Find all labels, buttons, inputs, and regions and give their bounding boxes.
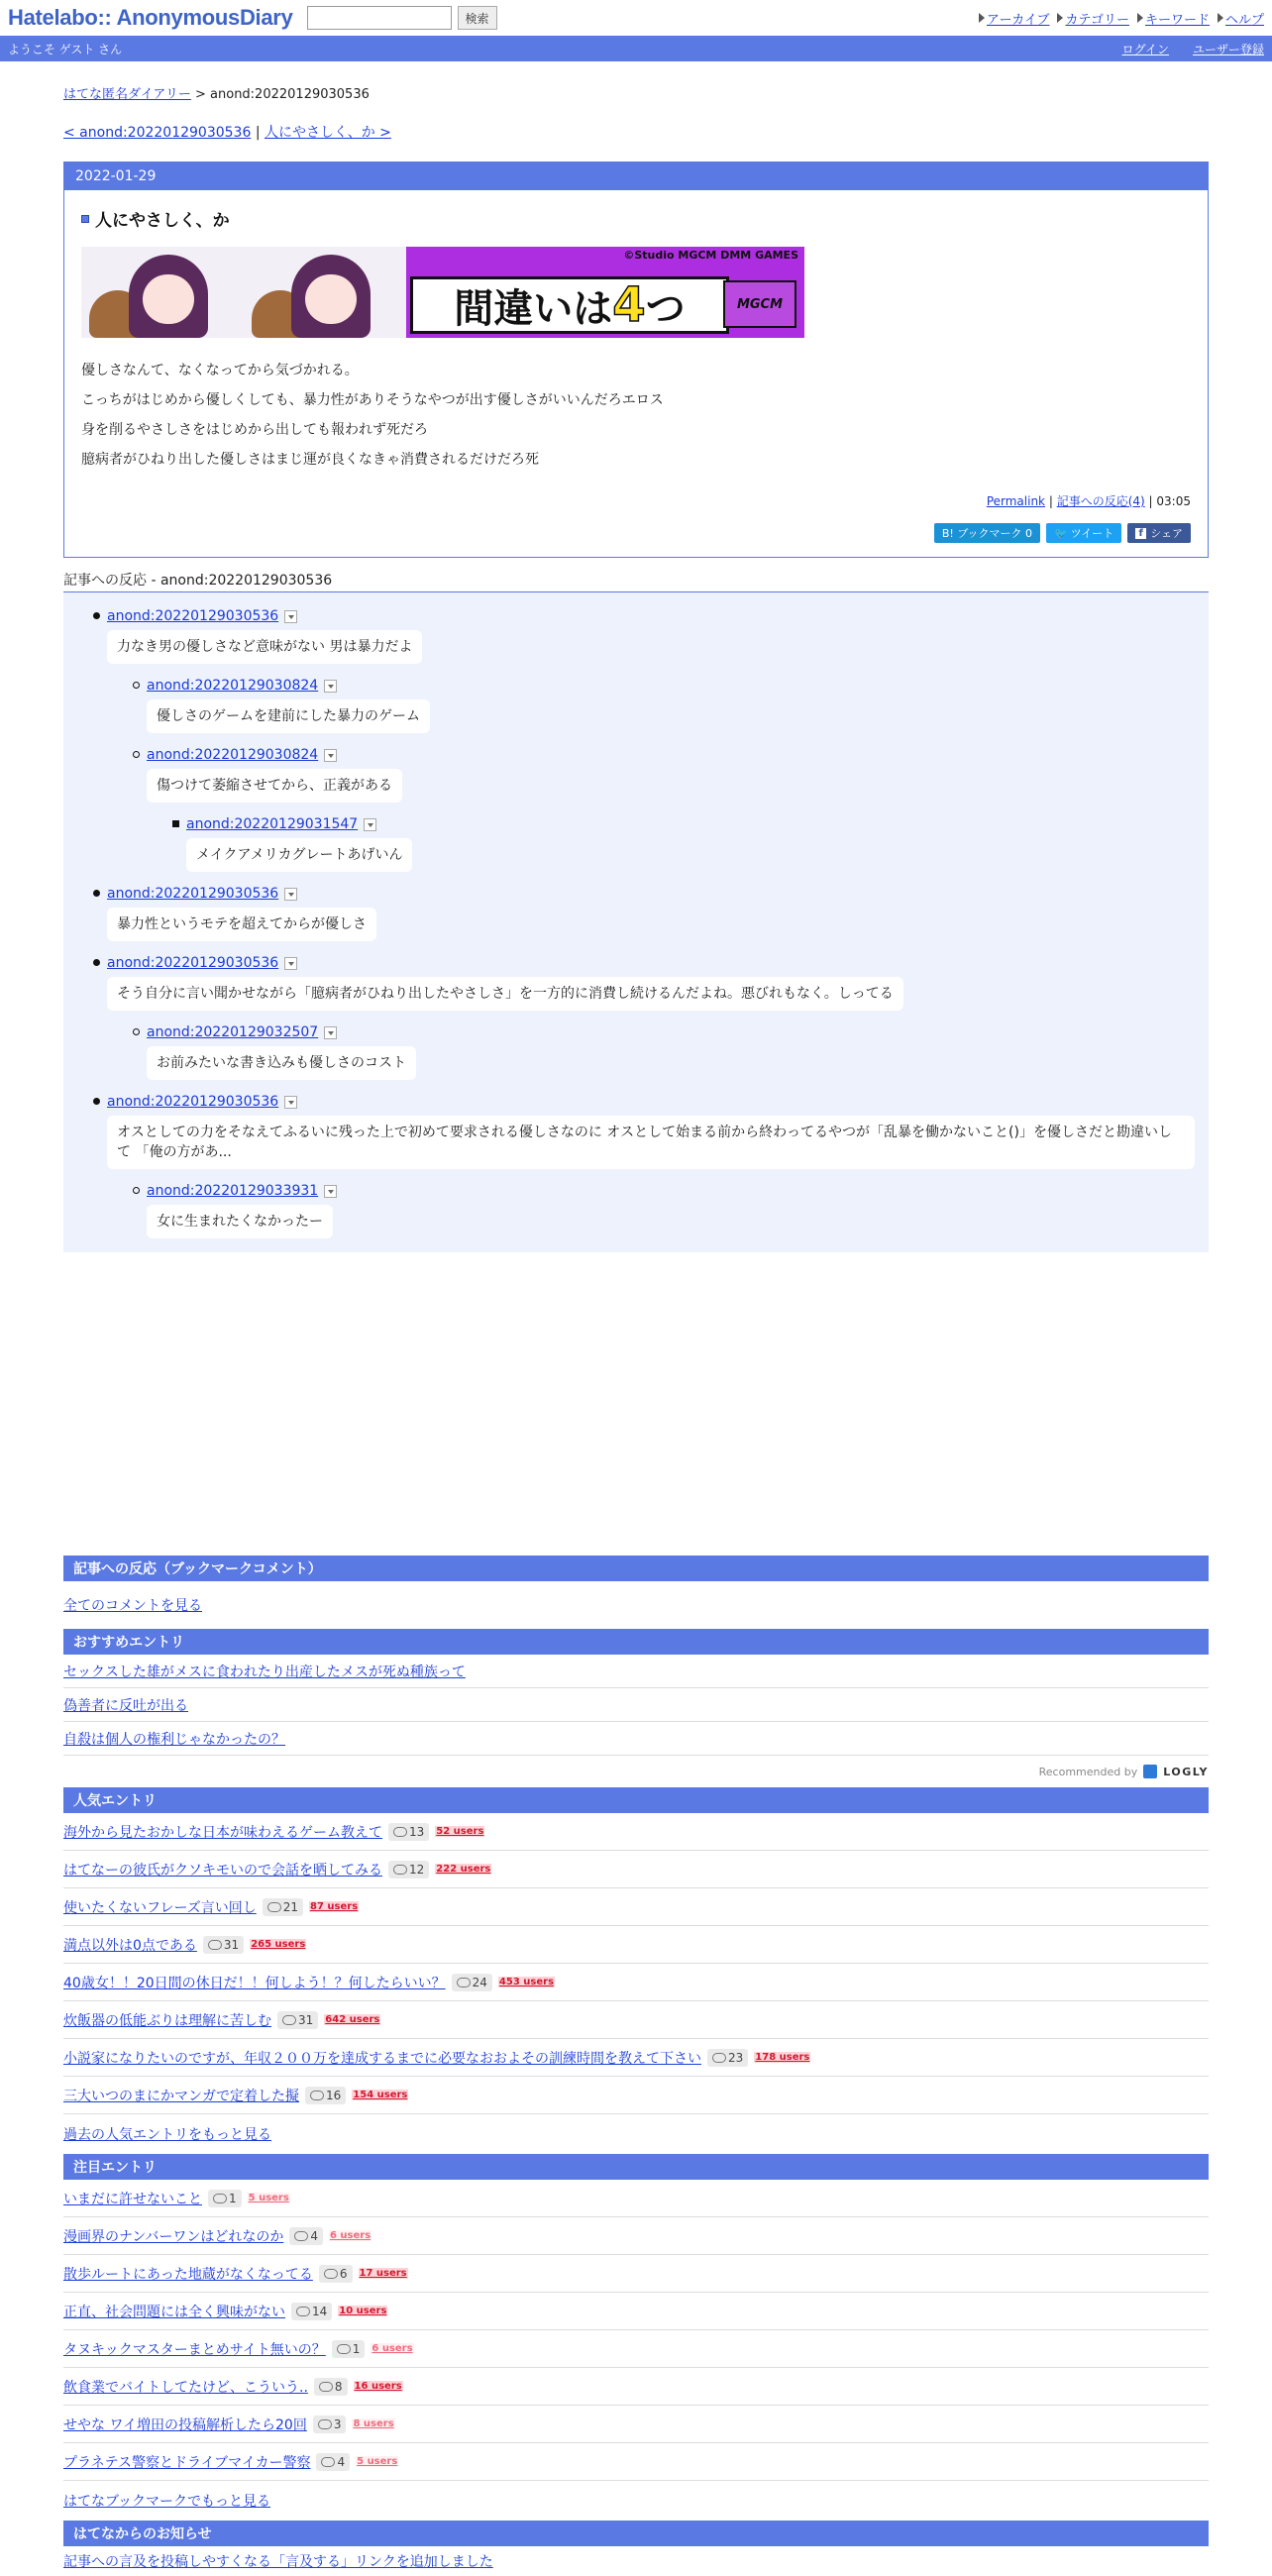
attention-entry-link[interactable]: 飲食業でバイトしてたけど、こういう..	[63, 2379, 308, 2396]
reaction-link[interactable]: anond:20220129032507	[147, 1024, 319, 1040]
reaction-item	[63, 949, 1209, 1019]
attention-entry-link[interactable]: 散歩ルートにあった地蔵がなくなってる	[63, 2266, 313, 2283]
speech-bubble-icon	[296, 2307, 310, 2316]
reaction-item	[63, 880, 1209, 949]
bullet-icon	[172, 820, 179, 827]
popular-entry-link[interactable]: 三大いつのまにかマンガで定着した擬	[63, 2088, 299, 2104]
speech-bubble-icon	[310, 2091, 324, 2100]
arrow-right-icon	[1057, 13, 1063, 23]
bookmark-users-badge[interactable]: 178 users	[755, 2052, 810, 2063]
bookmark-users-badge[interactable]: 5 users	[357, 2456, 398, 2467]
attention-list	[63, 2180, 1209, 2481]
bullet-icon	[93, 959, 100, 966]
bookmark-users-badge[interactable]: 87 users	[310, 1901, 359, 1912]
bullet-icon	[93, 1098, 100, 1105]
breadcrumb: はてな匿名ダイアリー > anond:20220129030536	[63, 87, 370, 102]
speech-bubble-icon	[712, 2053, 726, 2063]
entry-title: 人にやさしく、か	[81, 206, 1191, 231]
attention-entry-link[interactable]: せやな ワイ増田の投稿解析したら20回	[63, 2416, 307, 2433]
reaction-link[interactable]: anond:20220129030536	[107, 1094, 279, 1110]
speech-bubble-icon	[294, 2231, 308, 2241]
notice-link[interactable]: 記事への言及を投稿しやすくなる「言及する」リンクを追加しました	[63, 2554, 493, 2570]
share-buttons	[81, 523, 1191, 543]
recommended-entry	[63, 1722, 1209, 1756]
ad-banner[interactable]	[81, 247, 804, 338]
reactions-tree	[63, 592, 1209, 1252]
popular-entry	[63, 1964, 1209, 2001]
bookmark-users-badge[interactable]: 154 users	[353, 2090, 408, 2100]
speech-bubble-icon	[324, 2269, 338, 2279]
arrow-right-icon	[1218, 13, 1223, 23]
bookmark-users-badge[interactable]: 10 users	[339, 2306, 387, 2316]
recommended-list	[63, 1655, 1209, 1756]
bookmark-users-badge[interactable]: 52 users	[436, 1826, 484, 1837]
logly-logo-icon	[1143, 1765, 1157, 1778]
dropdown-icon[interactable]	[284, 957, 297, 970]
reaction-item	[63, 1019, 1209, 1088]
reaction-item	[63, 810, 1209, 880]
bookmark-users-badge[interactable]: 642 users	[325, 2014, 380, 2025]
popular-entry	[63, 1851, 1209, 1888]
speech-bubble-icon	[267, 1902, 281, 1912]
popular-entry-link[interactable]: 海外から見たおかしな日本が味わえるゲーム教えて	[63, 1824, 382, 1841]
popular-entry-link[interactable]: 小説家になりたいのですが、年収２００万を達成するまでに必要なおおよその訓練時間を教えて下さい	[63, 2050, 701, 2067]
logly-logo[interactable]: LOGLY	[1163, 1765, 1209, 1778]
reactions-link[interactable]: 記事への反応(4)	[1056, 494, 1145, 508]
attention-entry	[63, 2293, 1209, 2330]
bullet-icon	[93, 612, 100, 619]
recommended-entry	[63, 1655, 1209, 1688]
comment-count: 4	[316, 2453, 350, 2471]
nav-archive[interactable]: アーカイブ	[979, 9, 1050, 28]
bullet-icon	[133, 751, 140, 758]
comment-count: 23	[707, 2049, 748, 2067]
popular-entry-link[interactable]: 40歳女！！20日間の休日だ！！何しよう！？何したらいい？	[63, 1975, 446, 1991]
top-nav	[979, 9, 1264, 28]
speech-bubble-icon	[213, 2194, 227, 2203]
reaction-link[interactable]: anond:20220129030824	[147, 747, 319, 763]
facebook-share-button[interactable]: f シェア	[1127, 523, 1191, 543]
reaction-link[interactable]: anond:20220129030824	[147, 678, 319, 694]
banner-character-image	[81, 247, 244, 338]
dropdown-icon[interactable]	[324, 1026, 337, 1039]
speech-bubble-icon	[318, 2419, 332, 2429]
popular-entry-link[interactable]: 満点以外は0点である	[63, 1937, 197, 1954]
dropdown-icon[interactable]	[364, 818, 376, 831]
square-bullet-icon	[81, 215, 89, 223]
comment-count: 13	[388, 1823, 429, 1841]
speech-bubble-icon	[208, 1940, 222, 1950]
reaction-item	[63, 602, 1209, 672]
attention-entry	[63, 2255, 1209, 2293]
reaction-link[interactable]: anond:20220129033931	[147, 1183, 319, 1199]
popular-entry	[63, 1888, 1209, 1926]
search-input[interactable]	[307, 6, 452, 30]
speech-bubble-icon	[393, 1827, 407, 1837]
reaction-snippet: 暴力性というモテを超えてからが優しさ	[107, 908, 376, 941]
reaction-link[interactable]: anond:20220129030536	[107, 955, 279, 971]
main-content	[63, 61, 1209, 2576]
dropdown-icon[interactable]	[324, 1185, 337, 1198]
register-link[interactable]: ユーザー登録	[1192, 42, 1264, 56]
reaction-snippet: そう自分に言い聞かせながら「臆病者がひねり出したやさしさ」を一方的に消費し続けるんだよね。悪びれもなく。しってる	[107, 977, 903, 1011]
popular-more-link[interactable]: 過去の人気エントリをもっと見る	[63, 2127, 271, 2143]
bullet-icon	[133, 682, 140, 689]
reaction-snippet: お前みたいな書き込みも優しさのコスト	[147, 1046, 416, 1080]
attention-entry	[63, 2406, 1209, 2443]
attention-entry-link[interactable]: プラネテス警察とドライブマイカー警察	[63, 2454, 311, 2471]
entry-paragraph: 身を削るやさしさをはじめから出しても報われず死だろ	[81, 422, 428, 438]
nav-category[interactable]: カテゴリー	[1057, 9, 1128, 28]
reaction-item	[63, 741, 1209, 810]
entry-time: 03:05	[1156, 494, 1191, 508]
speech-bubble-icon	[457, 1978, 471, 1987]
arrow-right-icon	[1137, 13, 1143, 23]
banner-character-image	[244, 247, 406, 338]
welcome-bar	[0, 36, 1272, 61]
banner-headline: 間違いは 4 つ	[410, 276, 729, 334]
notices-title: はてなからのお知らせ	[63, 2521, 1209, 2546]
attention-entry-link[interactable]: 漫画界のナンバーワンはどれなのか	[63, 2228, 284, 2245]
popular-entry	[63, 2077, 1209, 2114]
popular-more-row	[63, 2114, 1209, 2154]
attention-entry	[63, 2180, 1209, 2217]
next-entry-link[interactable]: 人にやさしく、か >	[265, 125, 391, 141]
comment-count: 6	[319, 2265, 353, 2283]
dropdown-icon[interactable]	[284, 888, 297, 901]
recommended-entry-link[interactable]: 偽善者に反吐が出る	[63, 1697, 188, 1714]
entry-footer: Permalink | 記事への反応(4) | 03:05	[986, 494, 1191, 508]
bookmark-users-badge[interactable]: 17 users	[359, 2268, 407, 2279]
bookmark-users-badge[interactable]: 6 users	[329, 2230, 371, 2241]
recommended-entry-link[interactable]: 自殺は個人の権利じゃなかったの？	[63, 1731, 285, 1748]
popular-entry	[63, 2039, 1209, 2077]
comment-count: 1	[208, 2190, 242, 2207]
speech-bubble-icon	[337, 2344, 351, 2354]
bookmark-users-badge[interactable]: 5 users	[248, 2193, 289, 2203]
arrow-right-icon	[979, 13, 985, 23]
recommended-title: おすすめエントリ	[63, 1629, 1209, 1655]
attention-entry-link[interactable]: 正直、社会問題には全く興味がない	[63, 2304, 285, 2320]
reaction-snippet: 優しさのゲームを建前にした暴力のゲーム	[147, 699, 430, 733]
attention-entry-link[interactable]: いまだに許せないこと	[63, 2191, 202, 2207]
breadcrumb-current: anond:20220129030536	[210, 87, 370, 102]
reaction-snippet: 力なき男の優しさなど意味がない 男は暴力だよ	[107, 630, 422, 664]
comment-count: 16	[305, 2087, 346, 2104]
reaction-link[interactable]: anond:20220129031547	[186, 816, 359, 832]
entry-date: 2022-01-29	[64, 162, 1208, 190]
diary-entry	[63, 161, 1209, 558]
attention-entry	[63, 2217, 1209, 2255]
comment-count: 1	[332, 2340, 366, 2358]
attention-entry	[63, 2368, 1209, 2406]
attention-entry-link[interactable]: タヌキックマスターまとめサイト無いの？	[63, 2341, 326, 2358]
dropdown-icon[interactable]	[284, 610, 297, 623]
site-header	[0, 0, 1272, 36]
banner-brand: ©Studio MGCM DMM GAMES	[623, 249, 798, 262]
hatena-bookmark-button[interactable]: B! ブックマーク 0	[934, 523, 1040, 543]
reaction-snippet: 傷つけて萎縮させてから、正義がある	[147, 769, 402, 803]
all-comments-link[interactable]: 全てのコメントを見る	[63, 1598, 202, 1614]
dropdown-icon[interactable]	[324, 680, 337, 693]
notice-item	[63, 2546, 1209, 2576]
comment-count: 14	[291, 2303, 332, 2320]
entry-paragraph: 優しさなんて、なくなってから気づかれる。	[81, 363, 359, 378]
bookmark-comments-title: 記事への反応（ブックマークコメント）	[63, 1556, 1209, 1581]
attention-more-row	[63, 2481, 1209, 2521]
recommended-entry	[63, 1688, 1209, 1722]
comment-count: 24	[452, 1974, 492, 1991]
popular-entry	[63, 2001, 1209, 2039]
comment-count: 21	[263, 1898, 303, 1916]
speech-bubble-icon	[321, 2457, 335, 2467]
bookmark-users-badge[interactable]: 453 users	[498, 1977, 555, 1987]
attention-entry	[63, 2330, 1209, 2368]
comment-count: 31	[277, 2011, 318, 2029]
popular-entry-link[interactable]: 使いたくないフレーズ言い回し	[63, 1899, 257, 1916]
speech-bubble-icon	[319, 2382, 333, 2392]
welcome-text: ようこそ ゲスト さん	[8, 42, 123, 56]
breadcrumb-home[interactable]: はてな匿名ダイアリー	[63, 87, 191, 102]
reaction-item	[63, 1088, 1209, 1177]
bullet-icon	[133, 1028, 140, 1035]
popular-entry	[63, 1813, 1209, 1851]
site-logo[interactable]: Hatelabo:: AnonymousDiary	[8, 5, 293, 30]
reaction-item	[63, 1177, 1209, 1246]
bird-icon: 🐦	[1054, 526, 1068, 540]
popular-entry	[63, 1926, 1209, 1964]
all-comments-row	[63, 1581, 1209, 1629]
attention-entry	[63, 2443, 1209, 2481]
reactions-title: 記事への反応 - anond:20220129030536	[63, 570, 1209, 592]
search-button[interactable]: 検索	[458, 6, 497, 30]
ad-space	[63, 1252, 1209, 1556]
reaction-link[interactable]: anond:20220129030536	[107, 886, 279, 902]
reaction-snippet: オスとしての力をそなえてふるいに残った上で初めて要求される優しさなのに オスとして始まる前から終わってるやつが「乱暴を働かないこと()」を優しさだと勘違いして 「俺の方があ...	[107, 1116, 1195, 1169]
speech-bubble-icon	[393, 1865, 407, 1875]
entry-paragraph: 臆病者がひねり出した優しさはまじ運が良くなきゃ消費されるだけだろ死	[81, 452, 539, 468]
banner-game-logo: MGCM	[723, 280, 796, 328]
popular-entry-link[interactable]: 炊飯器の低能ぶりは理解に苦しむ	[63, 2012, 271, 2029]
reaction-item	[63, 672, 1209, 741]
entry-paragraph: こっちがはじめから優しくしても、暴力性がありそうなやつが出す優しさがいいんだろエロス	[81, 392, 664, 408]
notices-list	[63, 2546, 1209, 2576]
nav-help[interactable]: ヘルプ	[1218, 9, 1264, 28]
attention-more-link[interactable]: はてなブックマークでもっと見る	[63, 2494, 271, 2510]
prev-entry-link[interactable]: < anond:20220129030536	[63, 125, 252, 141]
login-link[interactable]: ログイン	[1121, 42, 1169, 56]
speech-bubble-icon	[282, 2015, 296, 2025]
recommended-entry-link[interactable]: セックスした雄がメスに食われたり出産したメスが死ぬ種族って	[63, 1664, 466, 1680]
dropdown-icon[interactable]	[284, 1096, 297, 1109]
popular-entry-link[interactable]: はてなーの彼氏がクソキモいので会話を晒してみる	[63, 1862, 382, 1878]
bookmark-users-badge[interactable]: 16 users	[354, 2381, 402, 2392]
comment-count: 4	[289, 2227, 323, 2245]
nav-keyword[interactable]: キーワード	[1137, 9, 1210, 28]
entry-body	[81, 356, 1191, 475]
popular-list	[63, 1813, 1209, 2114]
reaction-snippet: 女に生まれたくなかったー	[147, 1205, 333, 1238]
reaction-link[interactable]: anond:20220129030536	[107, 608, 279, 624]
comment-count: 8	[314, 2378, 348, 2396]
bookmark-users-badge[interactable]: 222 users	[436, 1864, 491, 1875]
tweet-button[interactable]: 🐦 ツイート	[1046, 523, 1121, 543]
bullet-icon	[93, 890, 100, 897]
bullet-icon	[133, 1187, 140, 1194]
logly-credit: Recommended by LOGLY	[1038, 1765, 1209, 1778]
permalink[interactable]: Permalink	[986, 494, 1045, 508]
attention-title: 注目エントリ	[63, 2154, 1209, 2180]
bookmark-users-badge[interactable]: 265 users	[251, 1939, 306, 1950]
comment-count: 12	[388, 1861, 429, 1878]
dropdown-icon[interactable]	[324, 749, 337, 762]
entry-pager: < anond:20220129030536 | 人にやさしく、か >	[63, 125, 391, 141]
popular-title: 人気エントリ	[63, 1787, 1209, 1813]
facebook-icon: f	[1135, 528, 1146, 539]
bookmark-users-badge[interactable]: 6 users	[371, 2343, 413, 2354]
bookmark-users-badge[interactable]: 8 users	[353, 2418, 394, 2429]
reaction-snippet: メイクアメリカグレートあげいん	[186, 838, 412, 872]
comment-count: 31	[203, 1936, 244, 1954]
comment-count: 3	[313, 2415, 347, 2433]
